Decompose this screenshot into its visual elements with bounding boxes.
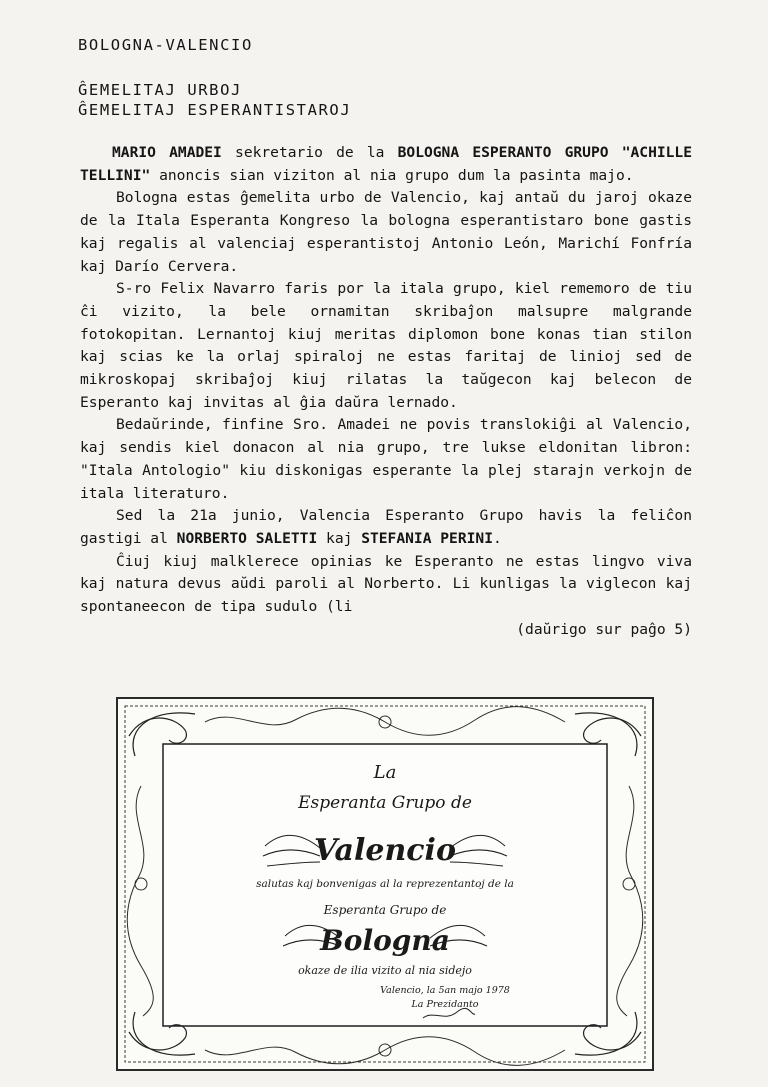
paragraph-1-text-b: anoncis sian viziton al nia grupo dum la pasinta majo. bbox=[150, 166, 634, 184]
cert-line-salutas: salutas kaj bonvenigas al la reprezentantoj de la bbox=[256, 878, 514, 890]
paragraph-5-text-a: Sed la 21a junio, Valencia Esperanto Grupo havis la feliĉon gastigi al bbox=[80, 507, 692, 547]
article-subheading-2: ĜEMELITAJ ESPERANTISTAROJ bbox=[78, 101, 352, 119]
paragraph-5 bbox=[80, 505, 692, 550]
paragraph-4: Bedaŭrinde, finfine Sro. Amadei ne povis translokiĝi al Valencio, kaj sendis kiel donacon al nia grupo, tre lukse eldonitan libron: "Itala Antologio" kiu diskonigas esperante la plej starajn verkojn de itala literaturo. bbox=[80, 416, 692, 502]
article-subheading-1: ĜEMELITAJ URBOJ bbox=[78, 81, 242, 99]
person-name-amadei: MARIO AMADEI bbox=[112, 144, 222, 161]
paragraph-1 bbox=[80, 142, 692, 187]
cert-line-president: La Prezidanto bbox=[411, 999, 479, 1010]
person-name-perini: STEFANIA PERINI bbox=[361, 529, 493, 547]
paragraph-3: S-ro Felix Navarro faris por la itala grupo, kiel rememoro de tiu ĉi vizito, la bele ornamitan skribaĵon malsupre malgrande fotokopitan. Lernantoj kiuj meritas diplomon bone konas tian stilon kaj scias ke la orlaj spiraloj ne estas faritaj de linioj sed de mikroskopaj skribaĵoj kiuj rilatas la taŭgecon kaj belecon de Esperanto kaj invitas al ĝia daŭra lernado. bbox=[80, 280, 692, 411]
certificate-illustration bbox=[115, 696, 655, 1072]
cert-line-group-valencia: Esperanta Grupo de bbox=[298, 793, 472, 813]
paragraph-5-text-b: kaj bbox=[317, 529, 362, 547]
cert-line-la: La bbox=[373, 762, 397, 783]
paragraph-1-text-a: sekretario de la bbox=[221, 144, 398, 161]
cert-line-bologna: Bologna bbox=[320, 924, 450, 957]
cert-line-group-bologna: Esperanta Grupo de bbox=[323, 903, 447, 917]
cert-line-okaze: okaze de ilia vizito al nia sidejo bbox=[298, 964, 472, 977]
cert-line-date: Valencio, la 5an majo 1978 bbox=[380, 985, 510, 996]
article-body bbox=[80, 142, 692, 641]
article-heading: BOLOGNA-VALENCIO bbox=[78, 36, 253, 54]
continuation-note: (daŭrigo sur paĝo 5) bbox=[516, 620, 692, 638]
person-name-saletti: NORBERTO SALETTI bbox=[176, 529, 318, 547]
paragraph-2: Bologna estas ĝemelita urbo de Valencio, kaj antaŭ du jaroj okaze de la Itala Esperanta Kongreso la bologna esperantistaro bone gastis kaj regalis al valenciaj esperantistoj Antonio León, Marichí Fonfría kaj Darío Cervera. bbox=[80, 189, 692, 275]
paragraph-6: Ĉiuj kiuj malklerece opinias ke Esperanto ne estas lingvo viva kaj natura devus aŭdi paroli al Norberto. Li kunligas la viglecon kaj spontaneecon de tipa sudulo (li bbox=[80, 552, 692, 616]
certificate-photocopy bbox=[115, 696, 655, 1072]
paragraph-5-text-c: . bbox=[492, 529, 502, 547]
cert-line-valencio: Valencio bbox=[314, 833, 456, 868]
group-name-bologna: BOLOGNA ESPERANTO GRUPO "ACHILLE TELLINI" bbox=[80, 144, 692, 184]
